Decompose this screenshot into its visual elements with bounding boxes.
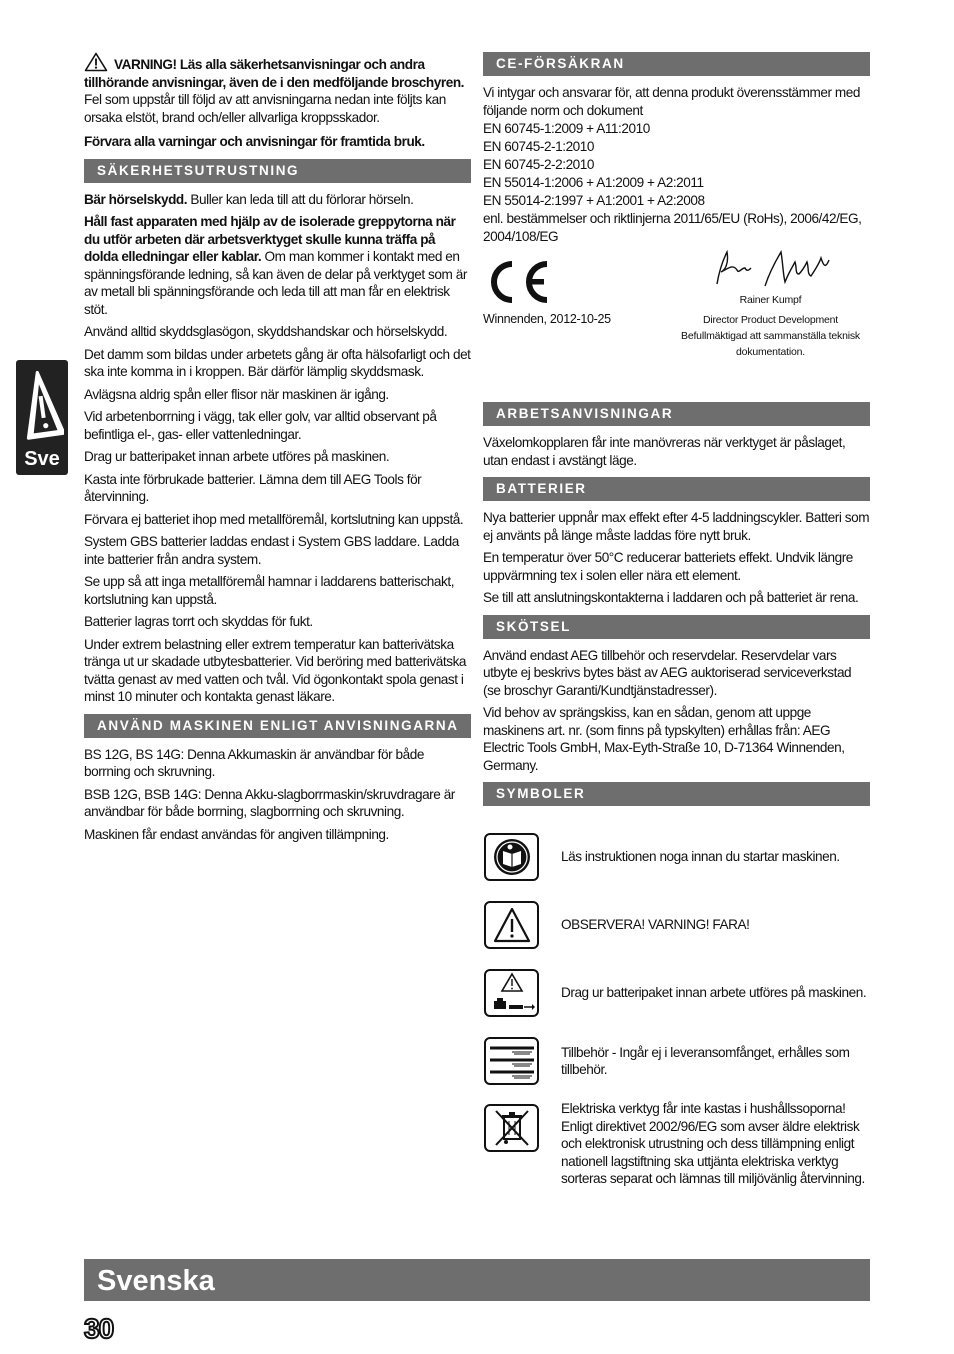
side-tab-label: Sve <box>24 448 60 470</box>
symbol-text: OBSERVERA! VARNING! FARA! <box>561 917 750 933</box>
safety-paragraph: Det damm som bildas under arbetets gång är ofta hälsofarligt och det ska inte komma in i kroppen. Bär därför lämplig skyddsmask. <box>84 346 471 379</box>
safety-paragraph: Vid arbetenborrning i vägg, tak eller golv, var alltid observant på befintliga el-, gas- eller vattenledningar. <box>84 409 437 442</box>
symbol-text: Elektriska verktyg får inte kastas i hushållssoporna! Enligt direktivet 2002/96/EG som avser äldre elektrisk och elektronisk utrustning och dess tillämpning enligt nationell lagstiftning ska uttjänta elektriska verktyg sorteras separat och lämnas till miljövänlig återvinning. <box>561 1101 865 1186</box>
signer-name: Rainer Kumpf <box>739 294 802 306</box>
hold-paragraph <box>84 213 471 318</box>
handwritten-signature <box>703 246 853 290</box>
section-header-safety: SÄKERHETSUTRUSTNING <box>84 159 471 183</box>
warning-triangle-icon <box>484 901 539 949</box>
hold-bold: Håll fast apparaten med hjälp av de isolerade greppytorna när du utför arbeten där arbetsverktyget skulle kunna träffa på dolda elledningar eller kablar. <box>84 214 456 264</box>
safety-paragraph: System GBS batterier laddas endast i System GBS laddare. Ladda inte batterier från andra system. <box>84 534 459 567</box>
ce-date: Winnenden, 2012-10-25 <box>483 312 611 326</box>
signer-block <box>673 246 868 360</box>
ce-line: EN 60745-2-1:2010 <box>483 139 595 154</box>
symbol-row <box>483 828 870 886</box>
crossed-bin-icon <box>484 1104 539 1152</box>
symbol-text: Läs instruktionen noga innan du startar maskinen. <box>561 849 840 865</box>
section-header-work: ARBETSANVISNINGAR <box>483 402 870 426</box>
warning-triangle-icon <box>84 52 108 72</box>
ce-line: EN 55014-2:1997 + A1:2001 + A2:2008 <box>483 193 705 208</box>
section-header-ce: CE-FÖRSÄKRAN <box>483 52 870 76</box>
symbol-row <box>483 896 870 954</box>
footer-language: Svenska <box>97 1265 215 1297</box>
symbol-text: Tillbehör - Ingår ej i leveransomfånget, erhålles som tillbehör. <box>561 1044 850 1077</box>
use-paragraph: BSB 12G, BSB 14G: Denna Akku-slagborrmaskin/skruvdragare är användbar för både borrning, slagborrning och skruvning. <box>84 786 455 819</box>
remove-battery-icon <box>484 969 539 1017</box>
symbol-row <box>483 964 870 1022</box>
hearing-text: Buller kan leda till att du förlorar hörseln. <box>187 191 414 207</box>
read-manual-icon <box>484 833 539 881</box>
ce-mark-logo <box>485 258 551 306</box>
care-paragraph: Använd endast AEG tillbehör och reservdelar. Reservdelar vars utbyte ej beskrivs bytes bäst av AEG auktoriserad serviceverkstad (se broschyr Garanti/Kundtjänstadresser). <box>483 647 852 698</box>
section-header-use: ANVÄND MASKINEN ENLIGT ANVISNINGARNA <box>84 714 471 738</box>
safety-paragraph: Kasta inte förbrukade batterier. Lämna dem till AEG Tools för återvinning. <box>84 471 422 504</box>
symbol-row <box>483 1100 870 1188</box>
right-column <box>483 52 870 1198</box>
work-paragraph: Växelomkopplaren får inte manövreras när verktyget är påslaget, utan endast i avstängt läge. <box>483 435 846 468</box>
ce-line: EN 55014-1:2006 + A1:2009 + A2:2011 <box>483 175 704 190</box>
language-footer-bar <box>84 1259 870 1301</box>
ce-line: Vi intygar och ansvarar för, att denna produkt överensstämmer med följande norm och dokument <box>483 85 861 118</box>
battery-paragraph: Nya batterier uppnår max effekt efter 4-5 laddningscykler. Batteri som ej använts på länge måste laddas före nytt bruk. <box>483 510 870 543</box>
safety-paragraph: Batterier lagras torrt och skyddas för fukt. <box>84 614 313 629</box>
use-paragraph: Maskinen får endast användas för angiven tillämpning. <box>84 826 389 842</box>
symbol-text: Drag ur batteripaket innan arbete utföres på maskinen. <box>561 985 867 1001</box>
ce-text <box>483 84 870 246</box>
section-header-batteries: BATTERIER <box>483 477 870 501</box>
safety-paragraph: Förvara ej batteriet ihop med metallföremål, kortslutning kan uppstå. <box>84 511 464 527</box>
ce-signature-block <box>483 246 870 366</box>
safety-paragraph: Använd alltid skyddsglasögon, skyddshandskar och hörselskydd. <box>84 324 448 339</box>
hearing-bold: Bär hörselskydd. <box>84 191 188 207</box>
safety-paragraph: Under extrem belastning eller extrem temperatur kan batterivätska tränga ut ur skadade utbytesbatterier. Vid beröring med batterivätska tvätta genast av med vatten och tvål. Vid ögonkontakt spola genast i minst 10 minuter och kontakta genast läkare. <box>84 636 467 704</box>
hold-text: Om man kommer i kontakt med en spänningsförande ledning, så kan även de delar på verktyget som är av metall bli spänningsförande och leda till att man får en elektrisk stöt. <box>84 249 467 317</box>
ce-line: EN 60745-2-2:2010 <box>483 157 595 172</box>
warning-bold: VARNING! Läs alla säkerhetsanvisningar och andra tillhörande anvisningar, även de i den medföljande broschyren. <box>84 57 465 90</box>
left-column <box>84 52 471 848</box>
battery-paragraph: En temperatur över 50°C reducerar batteriets effekt. Undvik längre uppvärmning tex i solen eller nära ett element. <box>483 550 853 583</box>
keep-instructions: Förvara alla varningar och anvisningar för framtida bruk. <box>84 134 425 149</box>
warning-triangle-icon <box>20 366 64 444</box>
section-header-care: SKÖTSEL <box>483 615 870 639</box>
use-paragraph: BS 12G, BS 14G: Denna Akkumaskin är användbar för både borrning och skruvning. <box>84 746 424 779</box>
symbol-row <box>483 1032 870 1090</box>
warning-paragraph <box>84 52 471 126</box>
ce-line: EN 60745-1:2009 + A11:2010 <box>483 121 650 136</box>
language-side-tab <box>16 360 68 475</box>
battery-paragraph: Se till att anslutningskontakterna i laddaren och på batteriet är rena. <box>483 590 859 605</box>
hearing-paragraph <box>84 191 471 209</box>
signer-title: Director Product Development <box>702 314 839 326</box>
signer-authority: Befullmäktigad att sammanställa teknisk dokumentation. <box>681 330 860 358</box>
warning-text: Fel som uppstår till följd av att anvisningarna nedan inte följts kan orsaka elstöt, brand och/eller allvarliga kroppsskador. <box>84 92 446 125</box>
accessory-bits-icon <box>484 1037 539 1085</box>
page-number: 30 <box>84 1313 114 1344</box>
safety-paragraph: Se upp så att inga metallföremål hamnar i laddarens batterischakt, kortslutning kan uppstå. <box>84 574 455 607</box>
section-header-symbols: SYMBOLER <box>483 782 870 806</box>
ce-line: enl. bestämmelser och riktlinjerna 2011/65/EU (RoHs), 2006/42/EG, 2004/108/EG <box>483 211 862 244</box>
safety-paragraph: Avlägsna aldrig spån eller flisor när maskinen är igång. <box>84 386 389 402</box>
care-paragraph: Vid behov av sprängskiss, kan en sådan, genom att uppge maskinens art. nr. (som finns på typskylten) erhållas från: AEG Electric Tools GmbH, Max-Eyth-Straße 10, D-71364 Winnenden, Germany. <box>483 705 845 773</box>
safety-paragraph: Drag ur batteripaket innan arbete utföres på maskinen. <box>84 449 390 464</box>
